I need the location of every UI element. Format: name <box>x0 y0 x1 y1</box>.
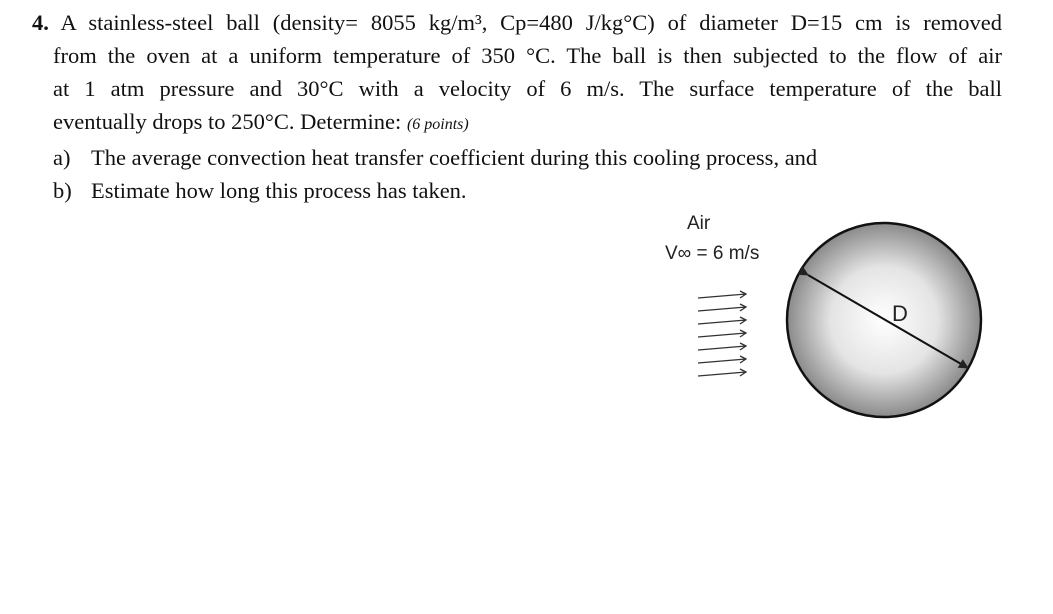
airflow-arrow-2 <box>698 304 746 311</box>
problem-text-1: A stainless-steel ball (density= 8055 kg/m³, Cp=480 J/kg°C) of diameter D=15 cm is removed <box>60 10 1002 35</box>
problem-number: 4. <box>32 10 49 35</box>
part-a-text: The average convection heat transfer coefficient during this cooling process, and <box>91 145 818 170</box>
velocity-label: V∞ = 6 m/s <box>665 243 760 264</box>
airflow-arrow-6 <box>698 356 746 363</box>
diameter-label: D <box>892 301 908 326</box>
part-b <box>32 174 1002 207</box>
ball-diagram <box>640 205 1000 435</box>
airflow-arrow-7 <box>698 369 746 376</box>
air-label: Air <box>687 213 711 234</box>
determine-text: eventually drops to 250°C. Determine: <box>53 109 402 134</box>
airflow-arrow-3 <box>698 317 746 324</box>
problem-line-2: from the oven at a uniform temperature of 350 °C. The ball is then subjected to the flow of air <box>53 43 1002 68</box>
problem-line-4 <box>32 105 1002 141</box>
part-b-text: Estimate how long this process has taken. <box>91 178 467 203</box>
problem-line-3: at 1 atm pressure and 30°C with a velocity of 6 m/s. The surface temperature of the ball <box>53 76 1002 101</box>
airflow-arrow-5 <box>698 343 746 350</box>
problem-statement <box>32 6 1002 207</box>
airflow-arrows <box>698 291 746 376</box>
airflow-arrow-1 <box>698 291 746 298</box>
problem-paragraph <box>32 6 1002 141</box>
points-label: (6 points) <box>406 116 469 133</box>
diagram-svg <box>640 205 1000 435</box>
problem-line-1 <box>32 6 1002 39</box>
part-b-label: b) <box>53 178 72 203</box>
airflow-arrow-4 <box>698 330 746 337</box>
part-a <box>32 141 1002 174</box>
part-a-label: a) <box>53 145 71 170</box>
